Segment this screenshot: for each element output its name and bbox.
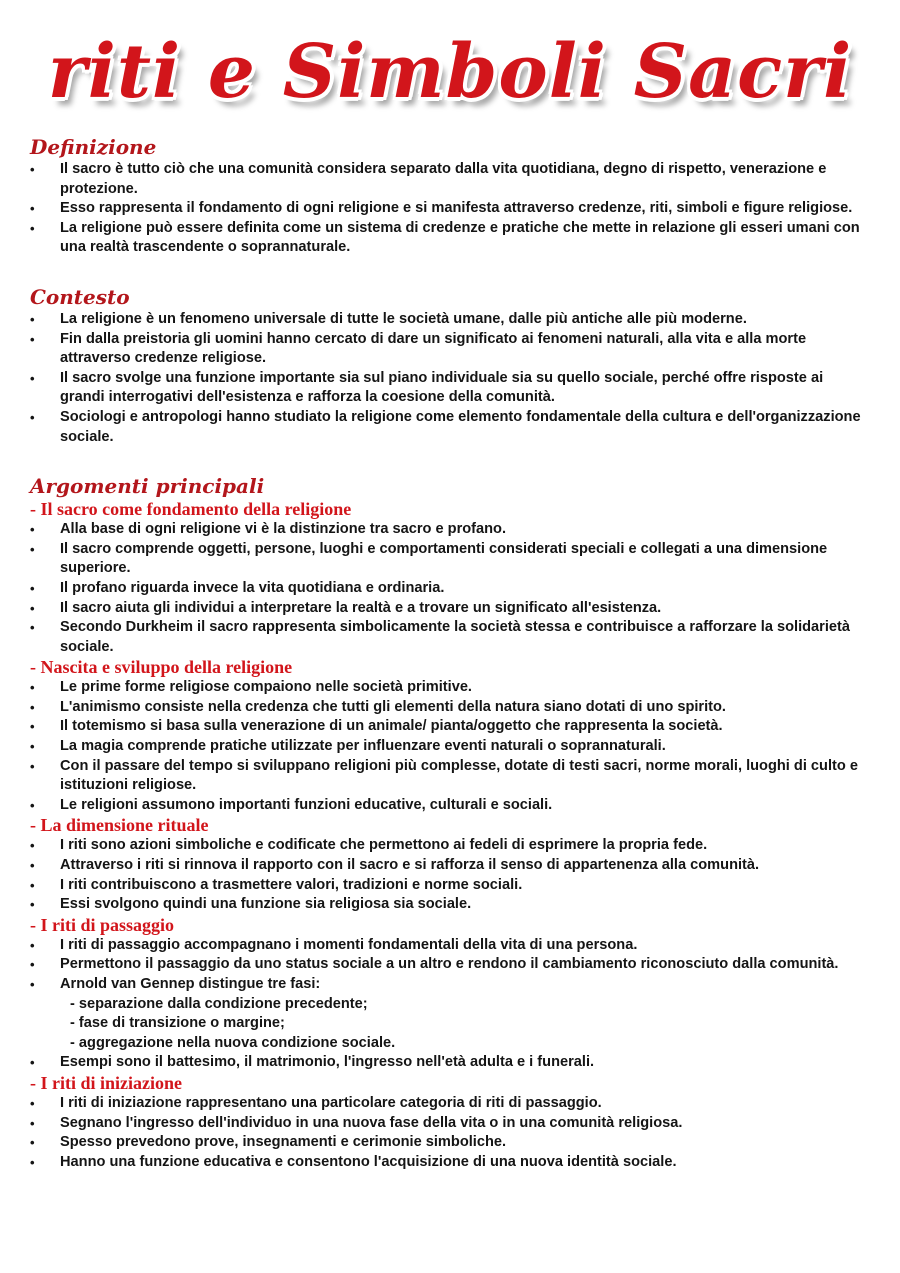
list-rituale <box>30 836 870 914</box>
phases-list <box>30 995 870 1054</box>
list-item: • Il totemismo si basa sulla venerazione di un animale/ pianta/oggetto che rappresenta la società. <box>30 717 870 737</box>
subsection-title-rituale: - La dimensione rituale <box>30 815 209 836</box>
subsection-title-sacro: - Il sacro come fondamento della religione <box>30 499 352 520</box>
list-passaggio <box>30 936 870 995</box>
section-title-definizione: Definizione <box>30 135 157 159</box>
list-item: • Esso rappresenta il fondamento di ogni religione e si manifesta attraverso credenze, riti, simboli e figure religiose. <box>30 199 870 219</box>
phase-item: - fase di transizione o margine; <box>70 1015 285 1032</box>
page-title: riti e Simboli Sacri <box>47 29 853 115</box>
notes-content <box>30 134 870 1172</box>
list-item: • La magia comprende pratiche utilizzate per influenzare eventi naturali o soprannaturali. <box>30 737 870 757</box>
list-item: • Il sacro svolge una funzione importante sia sul piano individuale sia su quello sociale, perché offre risposte ai grandi interrogativi dell'esistenza e rafforza la coesione della comunità. <box>30 369 870 408</box>
list-item: • Il sacro aiuta gli individui a interpretare la realtà e a trovare un significato all'esistenza. <box>30 599 870 619</box>
list-item: • Hanno una funzione educativa e consentono l'acquisizione di una nuova identità sociale. <box>30 1153 870 1173</box>
list-passaggio-end <box>30 1053 870 1073</box>
list-item: • Le religioni assumono importanti funzioni educative, culturali e sociali. <box>30 796 870 816</box>
list-item: • Permettono il passaggio da uno status sociale a un altro e rendono il cambiamento riconosciuto dalla comunità. <box>30 955 870 975</box>
list-item: • I riti di passaggio accompagnano i momenti fondamentali della vita di una persona. <box>30 936 870 956</box>
subsection-title-iniziazione: - I riti di iniziazione <box>30 1072 182 1093</box>
phase-item: - separazione dalla condizione precedente; <box>70 995 368 1012</box>
list-item: • Il sacro comprende oggetti, persone, luoghi e comportamenti considerati speciali e collegati a una dimensione superiore. <box>30 540 870 579</box>
list-item: • Segnano l'ingresso dell'individuo in una nuova fase della vita o in una comunità religiosa. <box>30 1114 870 1134</box>
list-item: • Con il passare del tempo si sviluppano religioni più complesse, dotate di testi sacri, norme morali, luoghi di culto e istituzioni religiose. <box>30 757 870 796</box>
list-item: • I riti contribuiscono a trasmettere valori, tradizioni e norme sociali. <box>30 876 870 896</box>
list-item: • Le prime forme religiose compaiono nelle società primitive. <box>30 678 870 698</box>
subsection-title-nascita: - Nascita e sviluppo della religione <box>30 657 293 678</box>
list-item: • I riti di iniziazione rappresentano una particolare categoria di riti di passaggio. <box>30 1094 870 1114</box>
list-contesto <box>30 310 870 447</box>
list-definizione <box>30 160 870 258</box>
list-item: • La religione può essere definita come un sistema di credenze e pratiche che mette in relazione gli esseri umani con una realtà trascendente o soprannaturale. <box>30 219 870 258</box>
subsection-title-passaggio: - I riti di passaggio <box>30 914 175 935</box>
list-item: • Sociologi e antropologi hanno studiato la religione come elemento fondamentale della cultura e dell'organizzazione sociale. <box>30 408 870 447</box>
list-item: • Esempi sono il battesimo, il matrimonio, l'ingresso nell'età adulta e i funerali. <box>30 1053 870 1073</box>
list-item: • Essi svolgono quindi una funzione sia religiosa sia sociale. <box>30 895 870 915</box>
list-item: • Attraverso i riti si rinnova il rapporto con il sacro e si rafforza il senso di appartenenza alla comunità. <box>30 856 870 876</box>
section-title-argomenti: Argomenti principali <box>30 474 265 499</box>
list-sacro <box>30 520 870 657</box>
list-item: • L'animismo consiste nella credenza che tutti gli elementi della natura siano dotati di uno spirito. <box>30 698 870 718</box>
list-item: • Alla base di ogni religione vi è la distinzione tra sacro e profano. <box>30 520 870 540</box>
list-nascita <box>30 678 870 815</box>
list-item: • Secondo Durkheim il sacro rappresenta simbolicamente la società stessa e contribuisce a rafforzare la solidarietà sociale. <box>30 618 870 657</box>
list-item-text: Arnold van Gennep distingue tre fasi: <box>60 976 321 992</box>
section-title-contesto: Contesto <box>30 284 130 309</box>
list-item: • I riti sono azioni simboliche e codificate che permettono ai fedeli di esprimere la propria fede. <box>30 836 870 856</box>
list-iniziazione <box>30 1094 870 1172</box>
list-item: • Il sacro è tutto ciò che una comunità considera separato dalla vita quotidiana, degno di rispetto, venerazione e protezione. <box>30 160 870 199</box>
list-item: • Il profano riguarda invece la vita quotidiana e ordinaria. <box>30 579 870 599</box>
phase-item: - aggregazione nella nuova condizione sociale. <box>70 1034 396 1051</box>
list-item: • Fin dalla preistoria gli uomini hanno cercato di dare un significato ai fenomeni naturali, alla vita e alla morte attraverso credenze religiose. <box>30 330 870 369</box>
list-item <box>30 975 870 995</box>
list-item: • Spesso prevedono prove, insegnamenti e cerimonie simboliche. <box>30 1133 870 1153</box>
list-item: • La religione è un fenomeno universale di tutte le società umane, dalle più antiche alle più moderne. <box>30 310 870 330</box>
